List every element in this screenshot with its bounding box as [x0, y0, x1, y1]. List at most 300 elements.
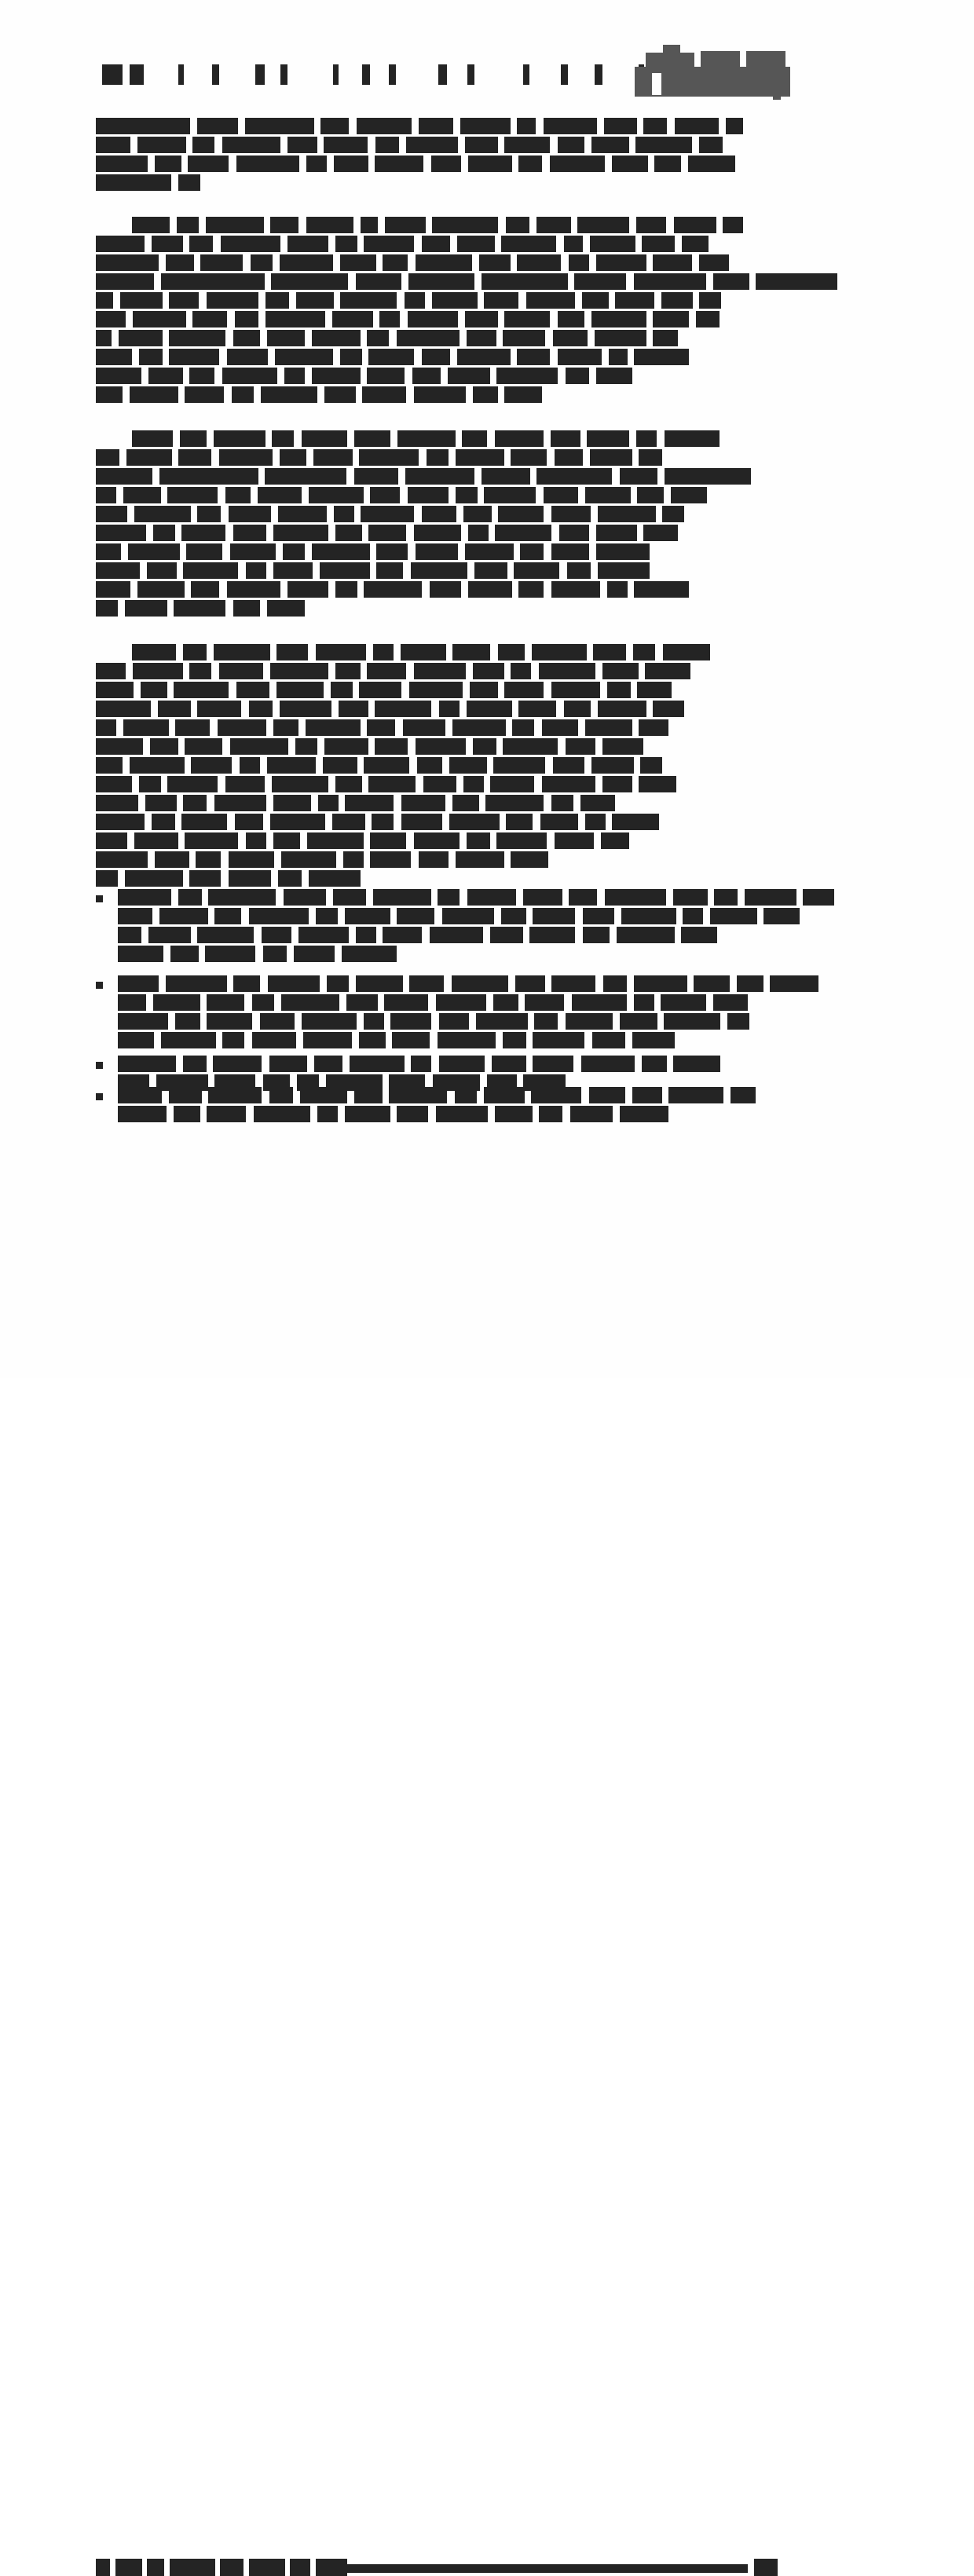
redacted-word [540, 814, 578, 830]
redacted-word [96, 757, 123, 774]
redacted-word [269, 1056, 307, 1072]
redacted-word [185, 738, 222, 755]
redacted-word [255, 64, 265, 85]
redacted-line [96, 682, 672, 698]
redacted-word [96, 701, 151, 717]
redacted-word [96, 349, 132, 365]
redacted-word [730, 1087, 756, 1103]
redacted-word [115, 2559, 142, 2576]
redacted-word [465, 137, 498, 153]
redacted-line [118, 1013, 749, 1030]
redacted-line [96, 600, 305, 617]
paragraph-1 [96, 118, 785, 193]
redacted-word [438, 1032, 496, 1048]
redacted-line [96, 174, 200, 191]
redacted-line [96, 870, 361, 887]
redacted-word [536, 217, 571, 233]
redacted-word [490, 776, 534, 792]
redacted-word [699, 254, 729, 271]
redacted-word [482, 468, 530, 485]
redacted-word [375, 701, 431, 717]
redacted-word [207, 1106, 246, 1122]
redacted-word [596, 254, 646, 271]
redacted-word [359, 449, 419, 466]
redacted-word [317, 1106, 338, 1122]
redacted-word [601, 832, 629, 849]
redacted-word [272, 776, 328, 792]
logo-glyph-6 [773, 90, 781, 100]
redacted-word [133, 663, 183, 679]
redacted-word [96, 236, 145, 252]
redacted-word [373, 889, 431, 906]
redacted-line [96, 701, 684, 717]
redacted-word [504, 311, 550, 327]
redacted-line [132, 217, 743, 233]
redacted-word [302, 1013, 357, 1030]
redacted-word [362, 64, 370, 85]
redacted-word [102, 64, 123, 85]
redacted-line [96, 757, 662, 774]
redacted-word [252, 1032, 296, 1048]
redacted-word [551, 506, 591, 522]
redacted-word [152, 814, 175, 830]
redacted-word [225, 776, 265, 792]
redacted-word [235, 814, 263, 830]
redacted-word [230, 738, 288, 755]
redacted-word [284, 889, 326, 906]
redacted-word [467, 889, 516, 906]
redacted-word [261, 386, 317, 403]
redacted-word [359, 1032, 386, 1048]
redacted-word [609, 349, 628, 365]
redacted-word [632, 1032, 675, 1048]
redacted-word [273, 562, 313, 579]
redacted-word [229, 506, 271, 522]
redacted-word [141, 682, 167, 698]
redacted-word [544, 487, 578, 503]
redacted-word [490, 927, 523, 943]
redacted-line [132, 644, 710, 660]
redacted-word [551, 682, 600, 698]
redacted-word [544, 118, 597, 134]
redacted-word [272, 430, 294, 447]
redacted-word [405, 292, 425, 309]
redacted-word [803, 889, 834, 906]
redacted-word [498, 644, 525, 660]
redacted-word [529, 927, 575, 943]
redacted-word [525, 994, 564, 1011]
redacted-word [221, 236, 280, 252]
redacted-word [265, 311, 325, 327]
redacted-word [137, 137, 186, 153]
redacted-word [125, 870, 183, 887]
redacted-word [723, 217, 743, 233]
redacted-word [323, 757, 357, 774]
redacted-word [439, 1056, 485, 1072]
redacted-word [332, 814, 365, 830]
redacted-word [251, 254, 273, 271]
redacted-word [354, 1087, 383, 1103]
redacted-word [468, 156, 512, 172]
redacted-word [714, 889, 738, 906]
redacted-word [265, 292, 289, 309]
redacted-word [262, 927, 291, 943]
redacted-word [430, 927, 483, 943]
organization-logo [635, 43, 790, 97]
redacted-word [280, 701, 331, 717]
redacted-word [273, 525, 328, 541]
redacted-word [385, 217, 426, 233]
redacted-word [517, 349, 550, 365]
redacted-word [456, 449, 504, 466]
redacted-word [281, 994, 339, 1011]
redacted-word [511, 851, 548, 868]
redacted-word [653, 330, 678, 346]
redacted-word [430, 581, 461, 598]
redacted-word [132, 644, 176, 660]
redacted-word [558, 311, 584, 327]
redacted-word [533, 1056, 573, 1072]
redacted-word [663, 644, 710, 660]
redacted-word [367, 719, 395, 736]
redacted-word [456, 487, 478, 503]
redacted-word [681, 927, 717, 943]
redacted-word [150, 738, 178, 755]
redacted-word [569, 254, 589, 271]
redacted-word [219, 449, 273, 466]
redacted-word [178, 889, 202, 906]
redacted-word [550, 156, 605, 172]
redacted-word [665, 468, 751, 485]
redacted-word [183, 562, 238, 579]
redacted-word [183, 795, 207, 811]
redacted-word [403, 719, 445, 736]
redacted-word [335, 525, 362, 541]
footer-rule [317, 2564, 748, 2573]
redacted-word [604, 118, 637, 134]
redacted-word [607, 581, 628, 598]
redacted-word [214, 908, 241, 924]
redacted-word [335, 236, 357, 252]
redacted-word [342, 946, 397, 962]
redacted-word [468, 525, 489, 541]
redacted-word [96, 330, 112, 346]
redacted-word [324, 386, 356, 403]
redacted-line [96, 719, 668, 736]
redacted-word [227, 349, 268, 365]
redacted-word [559, 525, 589, 541]
redacted-word [542, 776, 595, 792]
redacted-word [345, 795, 394, 811]
redacted-word [175, 1013, 200, 1030]
redacted-word [503, 330, 545, 346]
redacted-word [260, 1013, 295, 1030]
redacted-word [431, 156, 461, 172]
redacted-word [683, 908, 703, 924]
redacted-word [96, 776, 132, 792]
redacted-word [605, 889, 666, 906]
redacted-word [96, 137, 130, 153]
redacted-word [96, 600, 118, 617]
redacted-word [340, 292, 397, 309]
redacted-line [96, 562, 650, 579]
redacted-word [485, 795, 544, 811]
redacted-word [539, 1106, 562, 1122]
redacted-word [745, 889, 796, 906]
redacted-word [233, 525, 266, 541]
redacted-word [367, 663, 406, 679]
redacted-word [278, 870, 302, 887]
redacted-word [496, 368, 558, 384]
redacted-word [177, 217, 199, 233]
redacted-word [96, 156, 148, 172]
redacted-word [139, 349, 163, 365]
redacted-line [118, 975, 818, 992]
redacted-word [180, 430, 207, 447]
redacted-word [130, 64, 144, 85]
paragraph-2 [96, 217, 785, 405]
redacted-word [278, 506, 327, 522]
redacted-word [634, 994, 654, 1011]
redacted-word [269, 1087, 293, 1103]
redacted-word [495, 525, 551, 541]
redacted-word [636, 217, 666, 233]
redacted-word [364, 236, 414, 252]
redacted-word [118, 927, 141, 943]
redacted-word [467, 330, 496, 346]
redacted-line [118, 946, 397, 962]
redacted-word [213, 1056, 262, 1072]
redacted-word [566, 1013, 613, 1030]
redacted-word [316, 908, 338, 924]
redacted-word [422, 506, 456, 522]
redacted-word [96, 719, 116, 736]
redacted-word [275, 349, 333, 365]
bullet-marker [96, 982, 103, 989]
redacted-word [504, 386, 542, 403]
redacted-word [463, 506, 492, 522]
redacted-word [439, 701, 460, 717]
redacted-word [356, 927, 376, 943]
redacted-word [130, 386, 178, 403]
redacted-word [175, 719, 210, 736]
redacted-word [367, 330, 389, 346]
redacted-line [96, 832, 629, 849]
redacted-word [452, 975, 508, 992]
redacted-word [174, 682, 229, 698]
redacted-word [438, 889, 460, 906]
redacted-word [148, 927, 191, 943]
redacted-word [169, 292, 199, 309]
redacted-word [276, 644, 308, 660]
redacted-word [462, 430, 487, 447]
redacted-word [636, 430, 657, 447]
redacted-word [635, 137, 692, 153]
redacted-word [270, 663, 328, 679]
redacted-word [389, 64, 396, 85]
redacted-word [227, 581, 280, 598]
redacted-word [501, 908, 526, 924]
redacted-word [637, 682, 672, 698]
redacted-word [155, 156, 181, 172]
redacted-word [632, 1087, 662, 1103]
redacted-word [96, 581, 130, 598]
redacted-word [309, 487, 364, 503]
redacted-word [713, 273, 749, 290]
redacted-word [518, 581, 544, 598]
redacted-word [699, 137, 723, 153]
redacted-word [567, 562, 591, 579]
footer-text [96, 2559, 347, 2576]
redacted-word [665, 430, 720, 447]
redacted-word [406, 137, 458, 153]
redacted-word [564, 701, 591, 717]
redacted-word [468, 581, 512, 598]
bullet-marker [96, 1062, 103, 1069]
redacted-word [118, 889, 171, 906]
redacted-word [409, 682, 463, 698]
redacted-word [587, 430, 629, 447]
redacted-line [96, 814, 659, 830]
redacted-word [463, 776, 484, 792]
redacted-word [287, 581, 328, 598]
redacted-word [370, 851, 411, 868]
redacted-line [96, 386, 542, 403]
redacted-word [333, 64, 339, 85]
redacted-word [161, 273, 265, 290]
redacted-word [710, 908, 757, 924]
redacted-word [397, 908, 434, 924]
redacted-word [661, 994, 706, 1011]
redacted-word [159, 908, 208, 924]
paragraph-4 [96, 644, 785, 889]
redacted-word [572, 994, 627, 1011]
redacted-word [653, 311, 689, 327]
redacted-word [373, 644, 394, 660]
redacted-word [273, 795, 311, 811]
redacted-word [189, 663, 211, 679]
redacted-word [615, 292, 654, 309]
redacted-line [132, 430, 720, 447]
redacted-word [271, 273, 348, 290]
redacted-word [166, 975, 227, 992]
redacted-word [409, 975, 444, 992]
redacted-word [96, 468, 152, 485]
redacted-word [375, 156, 423, 172]
redacted-word [207, 292, 258, 309]
redacted-word [166, 254, 194, 271]
redacted-word [551, 795, 573, 811]
redacted-word [517, 118, 536, 134]
redacted-line [96, 330, 678, 346]
redacted-word [457, 349, 511, 365]
redacted-word [408, 487, 449, 503]
redacted-word [583, 908, 614, 924]
redacted-word [412, 368, 441, 384]
redacted-word [581, 1056, 635, 1072]
redacted-word [504, 137, 550, 153]
redacted-word [134, 832, 178, 849]
redacted-word [392, 1032, 430, 1048]
redacted-line [96, 349, 689, 365]
redacted-word [384, 994, 428, 1011]
redacted-word [246, 832, 266, 849]
redacted-word [422, 349, 450, 365]
redacted-word [132, 217, 170, 233]
redacted-word [479, 254, 511, 271]
redacted-word [534, 1013, 558, 1030]
redacted-line [96, 525, 678, 541]
redacted-word [345, 1106, 390, 1122]
redacted-word [212, 64, 219, 85]
redacted-word [123, 719, 169, 736]
redacted-word [96, 311, 126, 327]
redacted-line [96, 795, 615, 811]
redacted-word [159, 468, 258, 485]
redacted-word [283, 543, 305, 560]
redacted-word [335, 663, 361, 679]
redacted-word [612, 814, 659, 830]
redacted-word [590, 449, 632, 466]
redacted-word [375, 137, 399, 153]
redacted-word [364, 581, 422, 598]
redacted-word [473, 663, 504, 679]
redacted-line [96, 118, 743, 134]
redacted-word [296, 292, 334, 309]
redacted-word [389, 1087, 447, 1103]
redacted-word [639, 449, 662, 466]
redacted-word [273, 719, 298, 736]
redacted-word [312, 330, 361, 346]
redacted-word [523, 64, 529, 85]
redacted-word [564, 236, 583, 252]
redacted-line [118, 1056, 720, 1072]
redacted-word [232, 386, 254, 403]
redacted-word [183, 644, 207, 660]
redacted-word [583, 927, 610, 943]
redacted-word [356, 273, 401, 290]
redacted-word [473, 738, 496, 755]
redacted-word [467, 701, 512, 717]
redacted-word [96, 870, 118, 887]
redacted-word [258, 487, 302, 503]
redacted-word [591, 137, 629, 153]
redacted-word [133, 311, 186, 327]
redacted-word [233, 330, 260, 346]
redacted-word [214, 795, 266, 811]
redacted-word [542, 719, 578, 736]
redacted-word [96, 174, 171, 191]
redacted-word [414, 663, 466, 679]
redacted-word [214, 430, 265, 447]
redacted-word [590, 236, 635, 252]
redacted-word [512, 719, 534, 736]
redacted-word [427, 449, 449, 466]
redacted-word [137, 581, 185, 598]
redacted-word [533, 1032, 584, 1048]
redacted-word [313, 449, 353, 466]
redacted-word [189, 368, 214, 384]
redacted-word [335, 776, 362, 792]
redacted-word [473, 386, 498, 403]
redacted-word [206, 217, 264, 233]
redacted-word [416, 254, 472, 271]
redacted-word [639, 776, 676, 792]
redacted-word [593, 644, 626, 660]
redacted-word [598, 701, 646, 717]
redacted-word [267, 330, 305, 346]
redacted-word [514, 562, 559, 579]
